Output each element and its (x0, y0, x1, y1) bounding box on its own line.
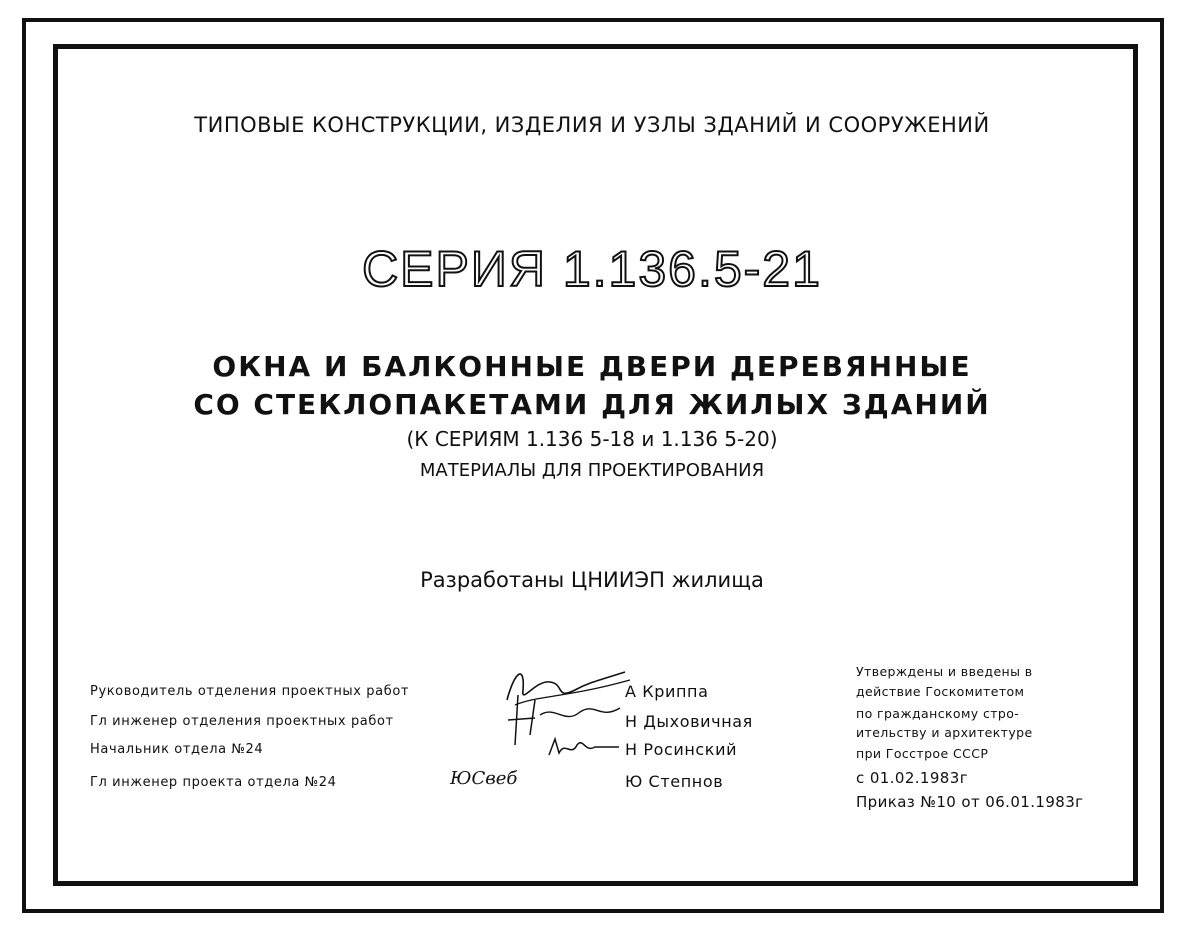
staff-name-1: А Криппа (625, 682, 709, 701)
title-line-2: СО СТЕКЛОПАКЕТАМИ ДЛЯ ЖИЛЫХ ЗДАНИЙ (193, 388, 991, 421)
staff-name-2: Н Дыховичная (625, 712, 753, 731)
approval-line-1: Утверждены и введены в (856, 664, 1033, 679)
signature-stepnov: ЮСвеб (450, 768, 518, 789)
header-line: ТИПОВЫЕ КОНСТРУКЦИИ, ИЗДЕЛИЯ И УЗЛЫ ЗДАНИЙ И СООРУЖЕНИЙ (194, 113, 990, 137)
title-line-4: МАТЕРИАЛЫ ДЛЯ ПРОЕКТИРОВАНИЯ (419, 460, 765, 481)
approval-line-4: ительству и архитектуре (856, 725, 1033, 740)
signature-rosinsky (545, 735, 625, 761)
staff-role-3: Начальник отдела №24 (90, 742, 264, 757)
title-line-3: (К СЕРИЯМ 1.136 5-18 и 1.136 5-20) (406, 427, 778, 451)
staff-name-3: Н Росинский (625, 740, 738, 759)
staff-role-4: Гл инженер проекта отдела №24 (90, 775, 337, 790)
approval-line-2: действие Госкомитетом (856, 684, 1025, 699)
staff-role-2: Гл инженер отделения проектных работ (90, 714, 394, 729)
approval-line-5: при Госстрое СССР (856, 746, 989, 761)
staff-role-1: Руководитель отделения проектных работ (90, 684, 410, 699)
series-title: СЕРИЯ 1.136.5-21 (362, 241, 822, 297)
approval-line-3: по гражданскому стро- (856, 706, 1020, 721)
title-line-1: ОКНА И БАЛКОННЫЕ ДВЕРИ ДЕРЕВЯННЫЕ (212, 350, 972, 383)
approval-line-6: с 01.02.1983г (856, 769, 968, 787)
staff-name-4: Ю Степнов (625, 772, 724, 791)
approval-line-7: Приказ №10 от 06.01.1983г (856, 793, 1084, 811)
developed-by: Разработаны ЦНИИЭП жилища (420, 568, 764, 592)
